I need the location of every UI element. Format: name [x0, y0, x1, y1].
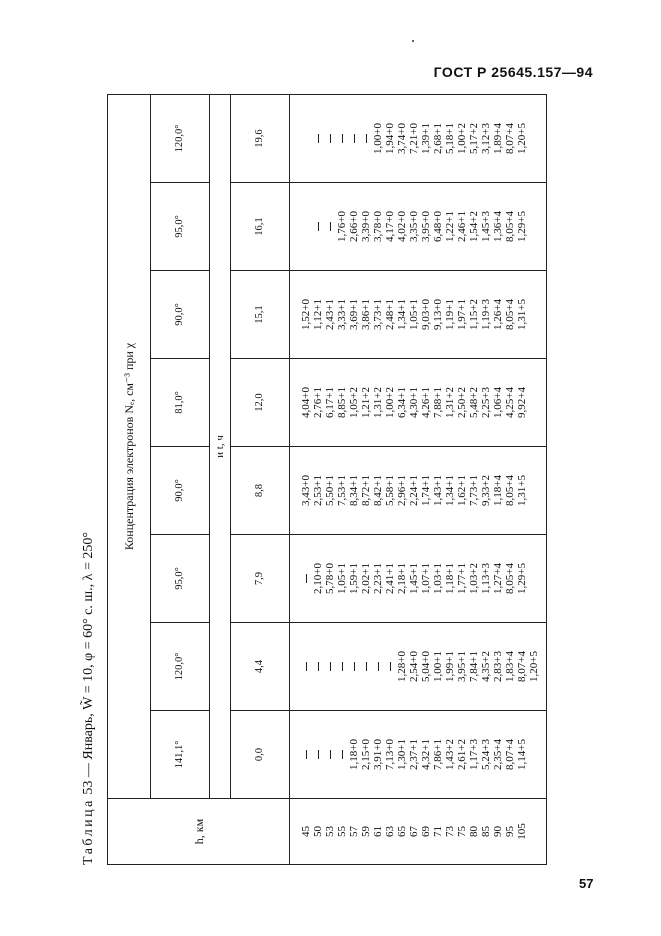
concentration-value: 2,02+1 — [360, 563, 372, 594]
concentration-value: 2,66+0 — [348, 211, 360, 242]
concentration-value: 8,34+1 — [348, 475, 360, 506]
concentration-value — [336, 623, 348, 710]
concentration-value: 1,62+1 — [456, 475, 468, 506]
time-value-header: 16,1 — [231, 183, 290, 271]
concentration-value — [336, 711, 348, 798]
concentration-value — [336, 95, 348, 182]
concentration-value: 5,24+3 — [480, 739, 492, 770]
concentration-value: 3,74+0 — [396, 123, 408, 154]
concentration-value: 8,07+4 — [504, 123, 516, 154]
dash-mark — [342, 750, 343, 759]
concentration-value: 7,88+1 — [432, 387, 444, 418]
concentration-value: 3,33+1 — [336, 299, 348, 330]
document-code: ГОСТ Р 25645.157—94 — [433, 64, 593, 80]
concentration-value: 1,36+4 — [492, 211, 504, 242]
concentration-value: 1,19+3 — [480, 299, 492, 330]
concentration-value: 2,37+1 — [408, 739, 420, 770]
concentration-value: 2,53+1 — [312, 475, 324, 506]
concentration-value: 2,48+1 — [384, 299, 396, 330]
concentration-value: 6,17+1 — [324, 387, 336, 418]
time-value-header: 19,6 — [231, 95, 290, 183]
concentration-value: 4,30+1 — [408, 387, 420, 418]
concentration-value: 1,31+5 — [516, 475, 528, 506]
concentration-value: 3,91+0 — [372, 739, 384, 770]
concentration-value — [312, 183, 324, 270]
concentration-value: 8,42+1 — [372, 475, 384, 506]
concentration-value: 5,48+2 — [468, 387, 480, 418]
concentration-value: 1,77+1 — [456, 563, 468, 594]
concentration-value: 1,76+0 — [336, 211, 348, 242]
value-column — [290, 623, 547, 711]
scan-speck — [412, 40, 414, 42]
row-header-height: h, км — [108, 799, 290, 865]
height-value: 73 — [444, 826, 456, 837]
concentration-value: 8,07+4 — [516, 651, 528, 682]
concentration-value: 1,03+2 — [468, 563, 480, 594]
concentration-value: 2,10+0 — [312, 563, 324, 594]
concentration-value — [300, 623, 312, 710]
value-column — [290, 535, 547, 623]
concentration-value: 1,52+0 — [300, 299, 312, 330]
concentration-header: Концентрация электронов Nₑ, см⁻³ при χ — [108, 95, 151, 799]
concentration-value: 1,17+3 — [468, 739, 480, 770]
concentration-value: 2,35+4 — [492, 739, 504, 770]
concentration-value: 1,20+5 — [516, 123, 528, 154]
concentration-value: 2,83+3 — [492, 651, 504, 682]
dash-mark — [330, 222, 331, 231]
concentration-value — [312, 623, 324, 710]
concentration-value: 1,28+0 — [396, 651, 408, 682]
concentration-value: 3,73+1 — [372, 299, 384, 330]
concentration-value: 1,13+3 — [480, 563, 492, 594]
concentration-value: 4,25+4 — [504, 387, 516, 418]
chi-header: 90,0° — [151, 447, 210, 535]
dash-mark — [306, 750, 307, 759]
concentration-value: 1,00+0 — [372, 123, 384, 154]
dash-mark — [330, 750, 331, 759]
concentration-value: 1,34+1 — [444, 475, 456, 506]
height-value: 90 — [492, 826, 504, 837]
concentration-value: 1,07+1 — [420, 563, 432, 594]
concentration-value: 1,22+1 — [444, 211, 456, 242]
concentration-value — [348, 623, 360, 710]
height-value: 85 — [480, 826, 492, 837]
concentration-value: 7,13+0 — [384, 739, 396, 770]
concentration-value: 1,14+5 — [516, 739, 528, 770]
height-value: 75 — [456, 826, 468, 837]
height-value: 67 — [408, 826, 420, 837]
concentration-value: 8,07+4 — [504, 739, 516, 770]
height-value: 69 — [420, 826, 432, 837]
dash-mark — [366, 134, 367, 143]
concentration-value: 1,12+1 — [312, 299, 324, 330]
concentration-value: 4,35+2 — [480, 651, 492, 682]
height-value: 59 — [360, 826, 372, 837]
concentration-value: 1,20+5 — [528, 651, 540, 682]
concentration-value: 1,45+1 — [408, 563, 420, 594]
concentration-value: 1,89+4 — [492, 123, 504, 154]
concentration-value: 2,76+1 — [312, 387, 324, 418]
dash-mark — [342, 662, 343, 671]
value-column — [290, 711, 547, 799]
height-value: 95 — [504, 826, 516, 837]
dash-mark — [330, 134, 331, 143]
concentration-value: 1,18+1 — [444, 563, 456, 594]
concentration-value: 1,26+4 — [492, 299, 504, 330]
concentration-value — [384, 623, 396, 710]
concentration-value: 3,69+1 — [348, 299, 360, 330]
dash-mark — [354, 662, 355, 671]
concentration-value: 4,32+1 — [420, 739, 432, 770]
concentration-value: 1,05+1 — [408, 299, 420, 330]
value-column — [290, 95, 547, 183]
concentration-value — [312, 711, 324, 798]
dash-mark — [318, 134, 319, 143]
time-value-header: 8,8 — [231, 447, 290, 535]
concentration-value: 9,33+2 — [480, 475, 492, 506]
concentration-value: 5,78+0 — [324, 563, 336, 594]
concentration-value: 3,43+0 — [300, 475, 312, 506]
concentration-value: 9,92+4 — [516, 387, 528, 418]
concentration-value: 1,31+5 — [516, 299, 528, 330]
rotated-table-block — [77, 95, 540, 865]
height-value: 45 — [300, 826, 312, 837]
concentration-value: 1,21+2 — [360, 387, 372, 418]
concentration-value: 2,18+1 — [396, 563, 408, 594]
concentration-value — [312, 95, 324, 182]
dash-mark — [390, 662, 391, 671]
concentration-value — [360, 95, 372, 182]
chi-header: 141,1° — [151, 711, 210, 799]
concentration-value: 2,25+3 — [480, 387, 492, 418]
concentration-value: 4,02+0 — [396, 211, 408, 242]
concentration-value: 8,72+1 — [360, 475, 372, 506]
concentration-value — [324, 623, 336, 710]
chi-header: 95,0° — [151, 535, 210, 623]
concentration-value: 1,74+1 — [420, 475, 432, 506]
value-column — [290, 447, 547, 535]
concentration-value: 1,18+0 — [348, 739, 360, 770]
time-value-header: 7,9 — [231, 535, 290, 623]
concentration-value: 3,95+0 — [420, 211, 432, 242]
concentration-value: 3,39+0 — [360, 211, 372, 242]
concentration-value — [324, 95, 336, 182]
concentration-value: 1,83+4 — [504, 651, 516, 682]
concentration-value: 1,03+1 — [432, 563, 444, 594]
time-header: и t, ч — [210, 95, 231, 799]
concentration-value: 3,78+0 — [372, 211, 384, 242]
dash-mark — [318, 750, 319, 759]
concentration-value: 1,34+1 — [396, 299, 408, 330]
concentration-value — [372, 623, 384, 710]
concentration-value — [300, 535, 312, 622]
concentration-value: 8,05+4 — [504, 563, 516, 594]
table-title-rest: 53 — Январь, W̃ = 10, φ = 60° с. ш., λ = 250° — [81, 532, 96, 795]
concentration-value: 8,85+1 — [336, 387, 348, 418]
chi-header: 90,0° — [151, 271, 210, 359]
chi-header: 95,0° — [151, 183, 210, 271]
concentration-value: 4,26+1 — [420, 387, 432, 418]
value-column — [290, 271, 547, 359]
value-column — [290, 359, 547, 447]
table-title — [77, 532, 101, 865]
dash-mark — [354, 134, 355, 143]
concentration-value: 1,29+5 — [516, 211, 528, 242]
height-value: 57 — [348, 826, 360, 837]
concentration-value: 7,86+1 — [432, 739, 444, 770]
concentration-value: 7,73+1 — [468, 475, 480, 506]
time-value-header: 4,4 — [231, 623, 290, 711]
height-value: 105 — [516, 823, 528, 840]
concentration-value: 8,05+4 — [504, 299, 516, 330]
concentration-value: 1,00+1 — [432, 651, 444, 682]
chi-header: 81,0° — [151, 359, 210, 447]
concentration-value: 1,05+1 — [336, 563, 348, 594]
concentration-value: 1,43+1 — [432, 475, 444, 506]
concentration-value: 1,00+2 — [384, 387, 396, 418]
concentration-value: 4,17+0 — [384, 211, 396, 242]
concentration-value: 1,00+2 — [456, 123, 468, 154]
concentration-value: 1,97+1 — [456, 299, 468, 330]
concentration-value: 7,84+1 — [468, 651, 480, 682]
concentration-value: 1,27+4 — [492, 563, 504, 594]
concentration-value: 6,34+1 — [396, 387, 408, 418]
concentration-value: 3,86+1 — [360, 299, 372, 330]
concentration-value: 2,96+1 — [396, 475, 408, 506]
dash-mark — [306, 662, 307, 671]
concentration-value: 7,53+1 — [336, 475, 348, 506]
concentration-value: 2,41+1 — [384, 563, 396, 594]
height-value: 61 — [372, 826, 384, 837]
height-value: 50 — [312, 826, 324, 837]
value-column — [290, 183, 547, 271]
concentration-value: 1,43+2 — [444, 739, 456, 770]
concentration-value: 1,39+1 — [420, 123, 432, 154]
dash-mark — [306, 574, 307, 583]
concentration-value: 1,54+2 — [468, 211, 480, 242]
concentration-value — [300, 711, 312, 798]
height-value: 63 — [384, 826, 396, 837]
height-value: 53 — [324, 826, 336, 837]
empty-slot — [300, 183, 312, 270]
dash-mark — [378, 662, 379, 671]
dash-mark — [366, 662, 367, 671]
height-column — [290, 799, 547, 865]
concentration-value: 2,68+1 — [432, 123, 444, 154]
concentration-value: 1,31+2 — [444, 387, 456, 418]
height-value: 65 — [396, 826, 408, 837]
table-title-prefix: Таблица — [81, 798, 96, 865]
concentration-value: 3,12+3 — [480, 123, 492, 154]
concentration-value: 2,43+1 — [324, 299, 336, 330]
concentration-value: 1,18+4 — [492, 475, 504, 506]
concentration-value: 1,31+2 — [372, 387, 384, 418]
electron-concentration-table — [107, 94, 547, 865]
concentration-value: 5,18+1 — [444, 123, 456, 154]
concentration-value: 1,99+1 — [444, 651, 456, 682]
concentration-value: 5,17+2 — [468, 123, 480, 154]
concentration-value: 6,48+0 — [432, 211, 444, 242]
concentration-value: 8,05+4 — [504, 211, 516, 242]
concentration-value: 1,06+4 — [492, 387, 504, 418]
concentration-value: 5,58+1 — [384, 475, 396, 506]
concentration-value: 2,54+0 — [408, 651, 420, 682]
concentration-value: 7,21+0 — [408, 123, 420, 154]
concentration-value: 8,05+4 — [504, 475, 516, 506]
concentration-value: 3,35+0 — [408, 211, 420, 242]
concentration-value: 2,61+2 — [456, 739, 468, 770]
height-value: 80 — [468, 826, 480, 837]
dash-mark — [318, 222, 319, 231]
chi-header: 120,0° — [151, 623, 210, 711]
concentration-value: 3,95+1 — [456, 651, 468, 682]
concentration-value: 4,04+0 — [300, 387, 312, 418]
concentration-value: 1,19+1 — [444, 299, 456, 330]
concentration-value: 1,45+3 — [480, 211, 492, 242]
concentration-value: 2,46+1 — [456, 211, 468, 242]
time-value-header: 0,0 — [231, 711, 290, 799]
dash-mark — [318, 662, 319, 671]
concentration-value: 5,50+1 — [324, 475, 336, 506]
concentration-value: 2,23+1 — [372, 563, 384, 594]
concentration-value: 1,15+2 — [468, 299, 480, 330]
dash-mark — [342, 134, 343, 143]
concentration-value: 2,24+1 — [408, 475, 420, 506]
dash-mark — [330, 662, 331, 671]
concentration-value — [348, 95, 360, 182]
concentration-value — [324, 183, 336, 270]
chi-header: 120,0° — [151, 95, 210, 183]
concentration-value: 1,29+5 — [516, 563, 528, 594]
height-value: 71 — [432, 826, 444, 837]
concentration-value: 1,30+1 — [396, 739, 408, 770]
time-value-header: 12,0 — [231, 359, 290, 447]
height-value: 55 — [336, 826, 348, 837]
page-number: 57 — [579, 876, 594, 891]
empty-slot — [300, 95, 312, 182]
concentration-value: 1,59+1 — [348, 563, 360, 594]
time-value-header: 15,1 — [231, 271, 290, 359]
concentration-value: 1,05+2 — [348, 387, 360, 418]
concentration-value: 1,94+0 — [384, 123, 396, 154]
concentration-value — [324, 711, 336, 798]
concentration-value: 2,15+0 — [360, 739, 372, 770]
concentration-value: 2,50+2 — [456, 387, 468, 418]
concentration-value: 9,13+0 — [432, 299, 444, 330]
concentration-value — [360, 623, 372, 710]
concentration-value: 9,03+0 — [420, 299, 432, 330]
concentration-value: 5,04+0 — [420, 651, 432, 682]
